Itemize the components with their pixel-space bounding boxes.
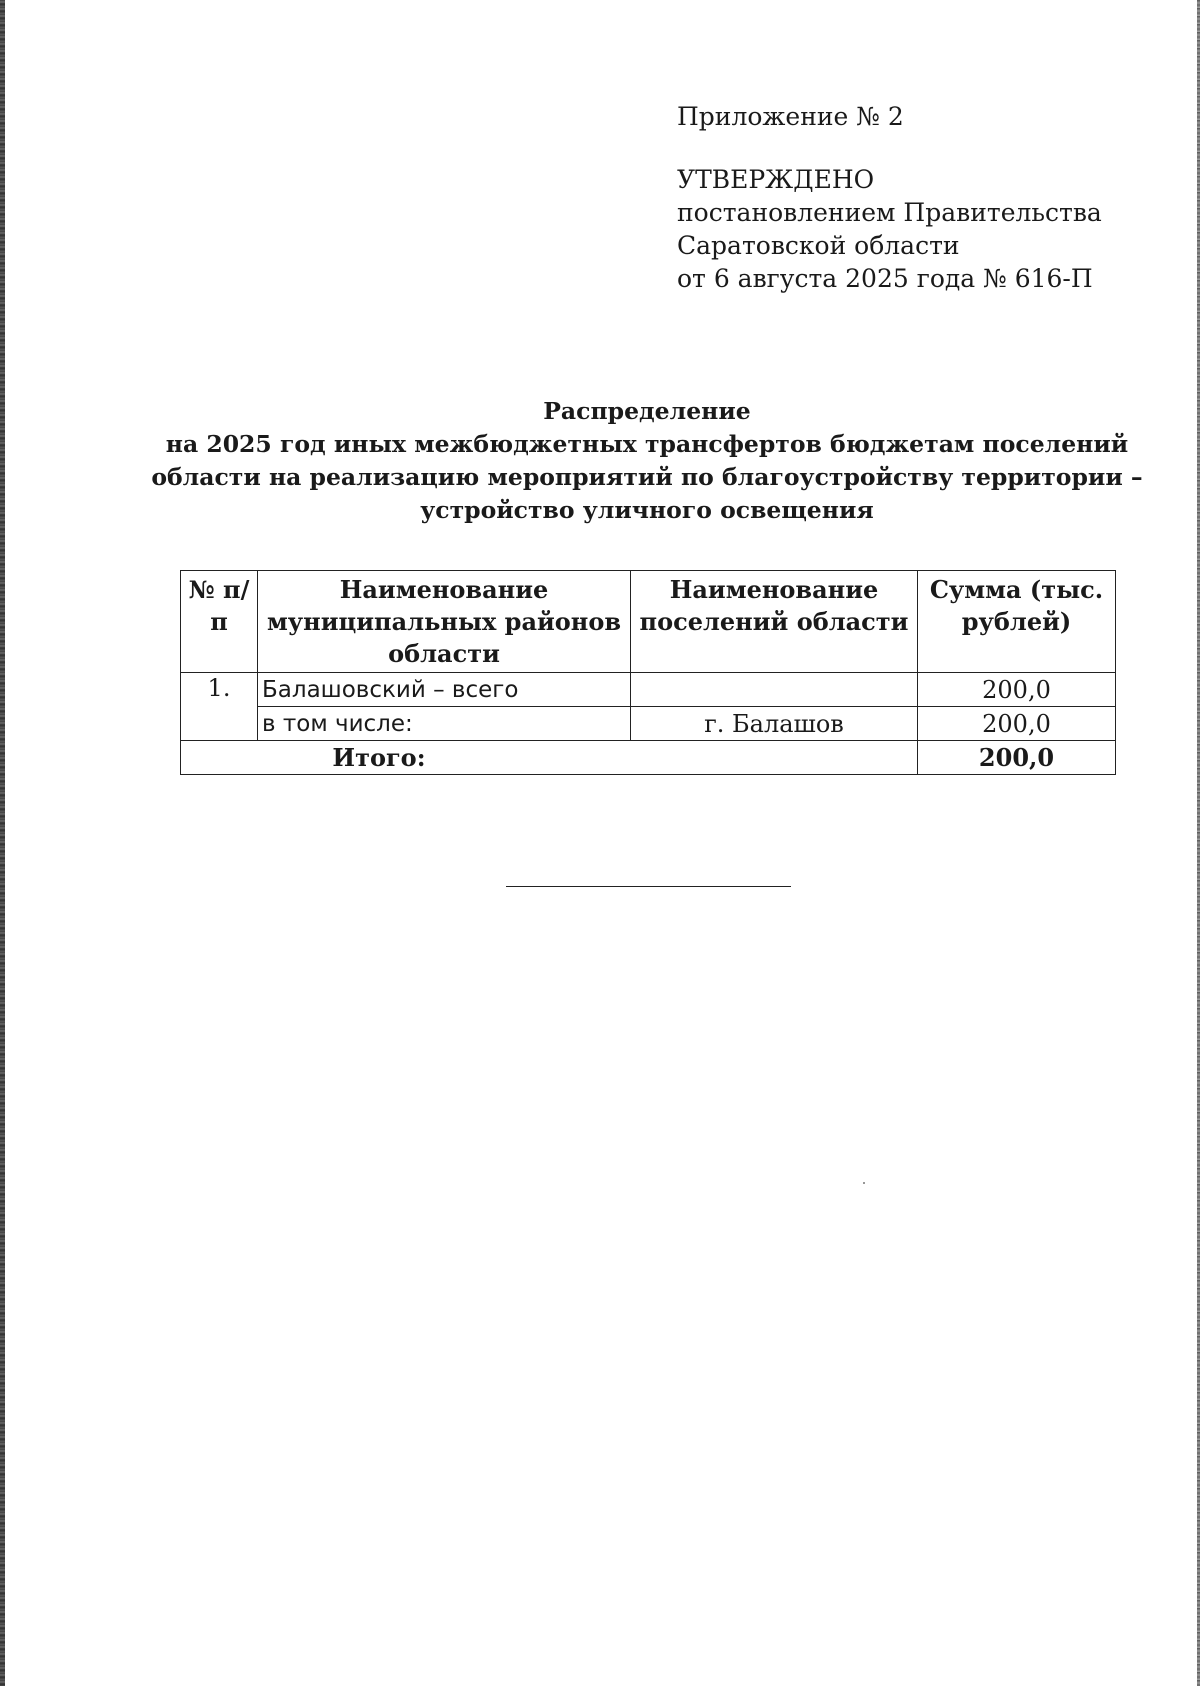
title-line: на 2025 год иных межбюджетных трансфертов бюджетам поселений xyxy=(165,430,1129,458)
approval-block xyxy=(677,100,1157,295)
header-settlement: Наименование поселений области xyxy=(631,571,918,673)
district-name: Балашовский – всего xyxy=(258,673,631,707)
table-header-row xyxy=(181,571,1116,673)
approved-stamp: УТВЕРЖДЕНО xyxy=(677,165,875,194)
approved-by-line: постановлением Правительства xyxy=(677,198,1102,227)
header-district: Наименование муниципальных районов области xyxy=(258,571,631,673)
table-total-row xyxy=(181,741,1116,775)
approval-date-line: от 6 августа 2025 года № 616-П xyxy=(677,264,1093,293)
closing-divider xyxy=(506,886,791,887)
total-label xyxy=(181,741,918,775)
distribution-table xyxy=(180,570,1116,775)
total-label-text: Итого: xyxy=(332,742,426,772)
header-number: № п/п xyxy=(181,571,258,673)
settlement-name xyxy=(631,673,918,707)
document-title xyxy=(120,395,1174,527)
header-amount: Сумма (тыс. рублей) xyxy=(918,571,1116,673)
row-number: 1. xyxy=(181,673,258,741)
scan-speck xyxy=(863,1182,865,1184)
title-line: Распределение xyxy=(543,397,751,425)
title-line: устройство уличного освещения xyxy=(420,496,874,524)
annex-number: Приложение № 2 xyxy=(677,102,904,131)
district-name: в том числе: xyxy=(258,707,631,741)
amount-value: 200,0 xyxy=(918,707,1116,741)
title-line: области на реализацию мероприятий по благоустройству территории – xyxy=(151,463,1143,491)
settlement-name: г. Балашов xyxy=(631,707,918,741)
amount-value: 200,0 xyxy=(918,673,1116,707)
approved-by-line: Саратовской области xyxy=(677,231,960,260)
total-amount: 200,0 xyxy=(918,741,1116,775)
table-row xyxy=(181,707,1116,741)
scan-edge-left xyxy=(0,0,5,1686)
table-row xyxy=(181,673,1116,707)
